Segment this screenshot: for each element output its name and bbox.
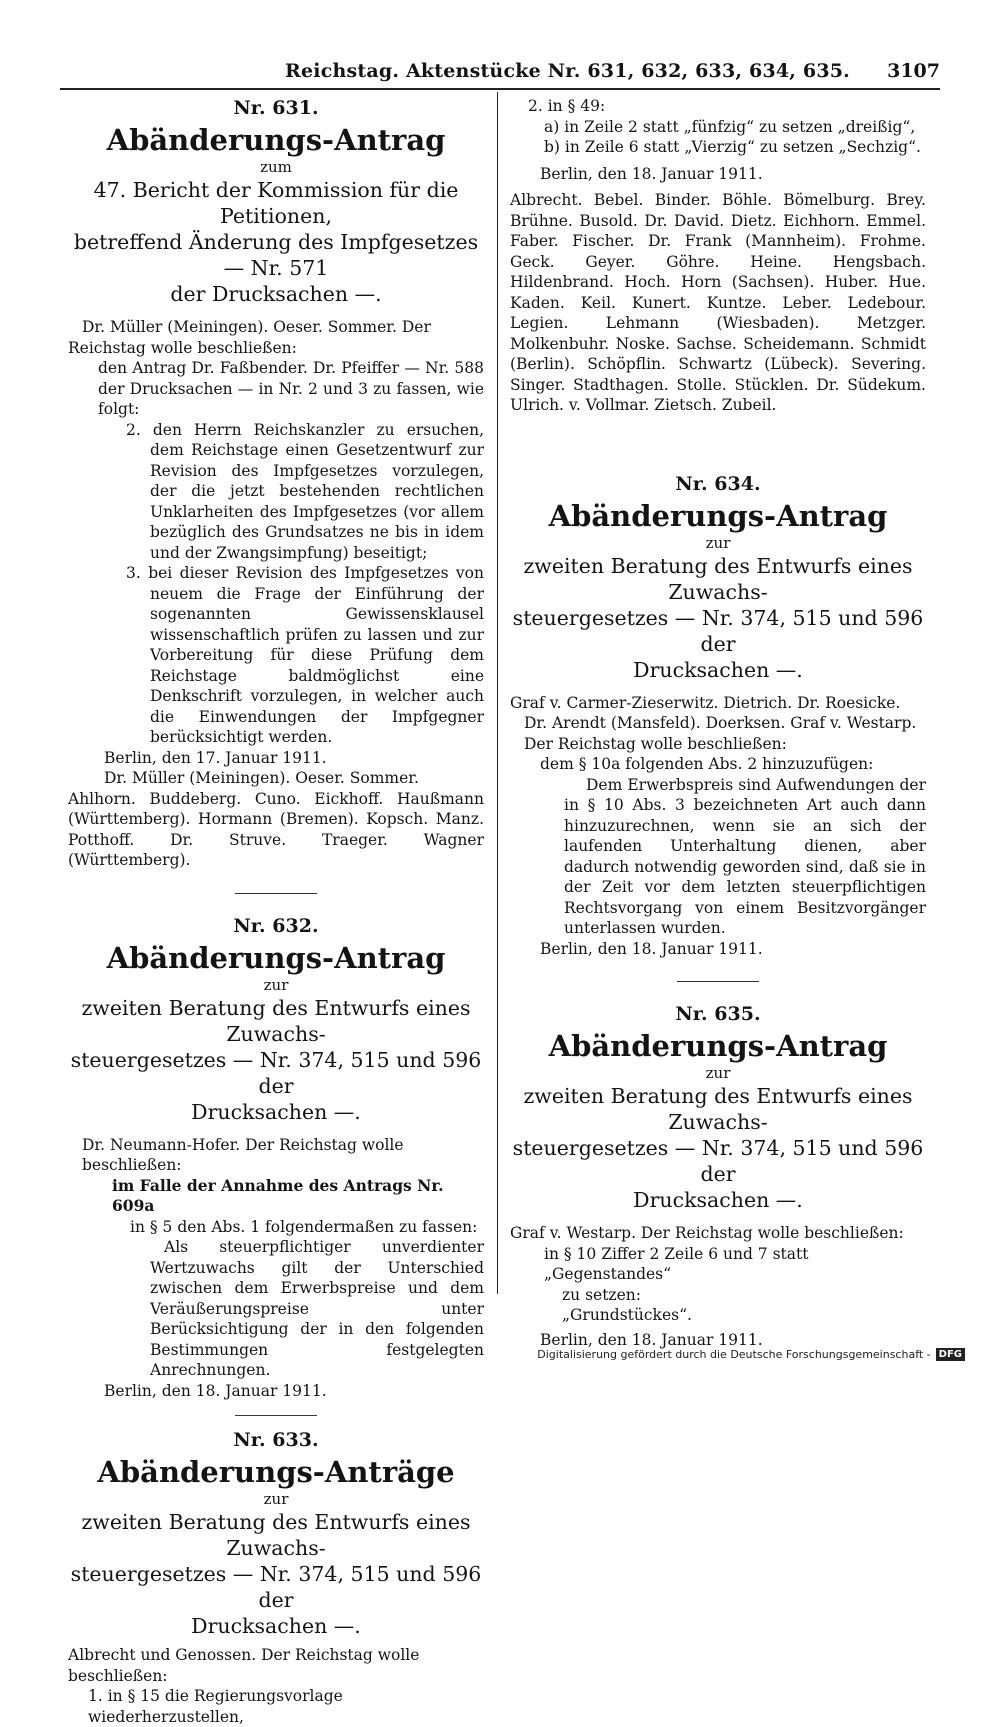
instruction-line: in § 5 den Abs. 1 folgendermaßen zu fassen: (130, 1217, 478, 1236)
section-subtitle: zum (260, 158, 292, 176)
list-item: 3. bei dieser Revision des Impfgesetzes von neuem die Frage der Einführung der sogenannten Gewissensklausel wissenschaftlich prüfen zu lassen und zur Vorbereitung für diese Prüfung dem Reichstage baldmöglichst eine Denkschrift vorzulegen, in welcher auch die Einwendungen der Impfgegner berücksichtigt werden. (126, 564, 484, 746)
section-heading-line: zweiten Beratung des Entwurfs eines Zuwachs- (81, 1510, 471, 1560)
section-title: Abänderungs-Antrag (106, 940, 446, 975)
section-heading-line: Drucksachen —. (191, 1614, 361, 1638)
section-title: Abänderungs-Antrag (106, 123, 446, 157)
condition-line: im Falle der Annahme des Antrags Nr. 609a (112, 1175, 444, 1215)
section-heading-line: Drucksachen —. (633, 1188, 803, 1212)
proposers-line: Dr. Müller (Meiningen). Oeser. Sommer. Der (82, 318, 431, 336)
section-subtitle: zur (705, 1064, 731, 1082)
proposers-line: Albrecht und Genossen. Der Reichstag wolle beschließen: (68, 1646, 420, 1685)
section-title: Abänderungs-Antrag (548, 1029, 888, 1063)
list-item: 2. in § 49: (528, 97, 606, 115)
section-title: Abänderungs-Anträge (97, 1455, 455, 1489)
section-title: Abänderungs-Antrag (548, 498, 888, 533)
signature-line: Dr. Müller (Meiningen). Oeser. Sommer. (104, 769, 419, 787)
section-heading-line: zweiten Beratung des Entwurfs eines Zuwachs- (81, 995, 471, 1046)
list-subitem: b) in Zeile 6 statt „Vierzig“ zu setzen „Sechzig“. (544, 138, 921, 156)
left-column (68, 96, 484, 1727)
proposers-line: Dr. Arendt (Mansfeld). Doerksen. Graf v. Westarp. (524, 714, 917, 732)
section-heading-line: steuergesetzes — Nr. 374, 515 und 596 der (70, 1047, 482, 1098)
section-633-continued (510, 96, 926, 416)
section-subtitle: zur (705, 533, 731, 552)
section-heading-line: zweiten Beratung des Entwurfs eines Zuwachs- (523, 553, 913, 604)
page-number: 3107 (887, 60, 940, 82)
section-heading-line: der Drucksachen —. (170, 282, 382, 306)
section-631 (68, 96, 484, 871)
section-subtitle: zur (263, 1490, 289, 1508)
proposers-line: Graf v. Westarp. Der Reichstag wolle beschließen: (510, 1224, 904, 1242)
section-heading-line: 47. Bericht der Kommission für die Petitionen, (93, 178, 459, 228)
section-subtitle: zur (263, 975, 289, 994)
section-632 (68, 914, 484, 1402)
page-header (60, 60, 940, 86)
list-subitem: a) in Zeile 2 statt „fünfzig“ zu setzen „dreißig“, (544, 117, 916, 136)
instruction-line: „Grundstückes“. (562, 1306, 692, 1324)
instruction-line: zu setzen: (562, 1285, 641, 1304)
section-divider (235, 893, 317, 894)
section-heading-line: steuergesetzes — Nr. 374, 515 und 596 der (512, 605, 924, 656)
section-heading-line: zweiten Beratung des Entwurfs eines Zuwachs- (523, 1084, 913, 1134)
date-line: Berlin, den 17. Januar 1911. (104, 748, 327, 767)
section-number: Nr. 634. (675, 472, 761, 495)
section-number: Nr. 633. (233, 1429, 319, 1451)
section-heading-line: steuergesetzes — Nr. 374, 515 und 596 der (512, 1136, 924, 1186)
section-number: Nr. 632. (233, 914, 319, 937)
resolution-line: Reichstag wolle beschließen: (68, 338, 297, 357)
date-line: Berlin, den 18. Januar 1911. (540, 1330, 763, 1349)
instruction-line: dem § 10a folgenden Abs. 2 hinzuzufügen: (540, 755, 874, 773)
list-item: 1. in § 15 die Regierungsvorlage wiederherzustellen, (88, 1687, 343, 1726)
section-heading-line: Drucksachen —. (633, 657, 803, 682)
right-column (510, 96, 926, 1350)
section-633 (68, 1428, 484, 1727)
date-line: Berlin, den 18. Januar 1911. (540, 164, 763, 183)
header-title: Reichstag. Aktenstücke Nr. 631, 632, 633, 634, 635. (285, 60, 850, 82)
instruction-line: in § 10 Ziffer 2 Zeile 6 und 7 statt „Gegenstandes“ (544, 1244, 809, 1283)
quoted-text: Dem Erwerbspreis sind Aufwendungen der in § 10 Abs. 3 bezeichneten Art auch dann hinzuzurechnen, wenn sie an sich der laufenden Unterhaltung dienen, aber dadurch notwendig geworden sind, daß sie in der Zeit vor dem letzten steuerpflichtigen Rechtsvorgang von einem Besitzvorgänger unterlassen wurden. (564, 775, 926, 937)
section-number: Nr. 631. (233, 97, 319, 119)
section-heading-line: steuergesetzes — Nr. 374, 515 und 596 der (70, 1562, 482, 1612)
body-paragraph: den Antrag Dr. Faßbender. Dr. Pfeiffer — Nr. 588 der Drucksachen — in Nr. 2 und 3 zu fassen, wie folgt: (98, 359, 484, 418)
signature-list: Albrecht. Bebel. Binder. Böhle. Bömelburg. Brey. Brühne. Busold. Dr. David. Dietz. Eichhorn. Emmel. Faber. Fischer. Dr. Frank (Mannheim). Frohme. Geck. Geyer. Göhre. Heine. Hengsbach. Hildenbrand. Hoch. Horn (Sachsen). Huber. Hue. Kaden. Keil. Kunert. Kuntze. Leber. Ledebour. Legien. Lehmann (Wiesbaden). Metzger. Molkenbuhr. Noske. Sachse. Scheidemann. Schmidt (Berlin). Schöpflin. Schwartz (Lübeck). Severing. Singer. Stadthagen. Stolle. Stücklen. Dr. Südekum. Ulrich. v. Vollmar. Zietsch. Zubeil. (510, 191, 926, 414)
proposers-line: Graf v. Carmer-Zieserwitz. Dietrich. Dr. Roesicke. (510, 693, 901, 712)
column-divider (497, 92, 498, 1294)
section-heading-line: Drucksachen —. (191, 1099, 361, 1124)
footer-text: Digitalisierung gefördert durch die Deutsche Forschungsgemeinschaft - (537, 1348, 931, 1361)
signature-list: Ahlhorn. Buddeberg. Cuno. Eickhoff. Haußmann (Württemberg). Hormann (Bremen). Kopsch. Manz. Potthoff. Dr. Struve. Traeger. Wagner (Württemberg). (68, 789, 484, 869)
section-634 (510, 472, 926, 960)
quoted-text: Als steuerpflichtiger unverdienter Wertzuwachs gilt der Unterschied zwischen dem Erwerbspreise und dem Veräußerungspreise unter Berücksichtigung der in den folgenden Bestimmungen festgelegten Anrechnungen. (150, 1238, 484, 1379)
section-divider (677, 981, 759, 982)
header-rule (60, 88, 940, 90)
section-number: Nr. 635. (675, 1003, 761, 1025)
dfg-logo: DFG (936, 1348, 965, 1361)
digitization-footer (537, 1348, 965, 1361)
date-line: Berlin, den 18. Januar 1911. (104, 1381, 327, 1400)
resolution-line: Der Reichstag wolle beschließen: (524, 734, 787, 753)
section-635 (510, 1002, 926, 1350)
section-heading-line: betreffend Änderung des Impfgesetzes — Nr. 571 (73, 230, 479, 280)
section-divider (235, 1415, 317, 1416)
list-item: 2. den Herrn Reichskanzler zu ersuchen, dem Reichstage einen Gesetzentwurf zur Revision des Impfgesetzes vorzulegen, der die jetzt bestehenden rechtlichen Unklarheiten des Impfgesetzes (vor allem bezüglich des Grundsatzes ne bis in idem und der Zwangsimpfung) beseitigt; (126, 420, 484, 562)
proposers-line: Dr. Neumann-Hofer. Der Reichstag wolle beschließen: (82, 1135, 404, 1174)
date-line: Berlin, den 18. Januar 1911. (540, 939, 763, 958)
